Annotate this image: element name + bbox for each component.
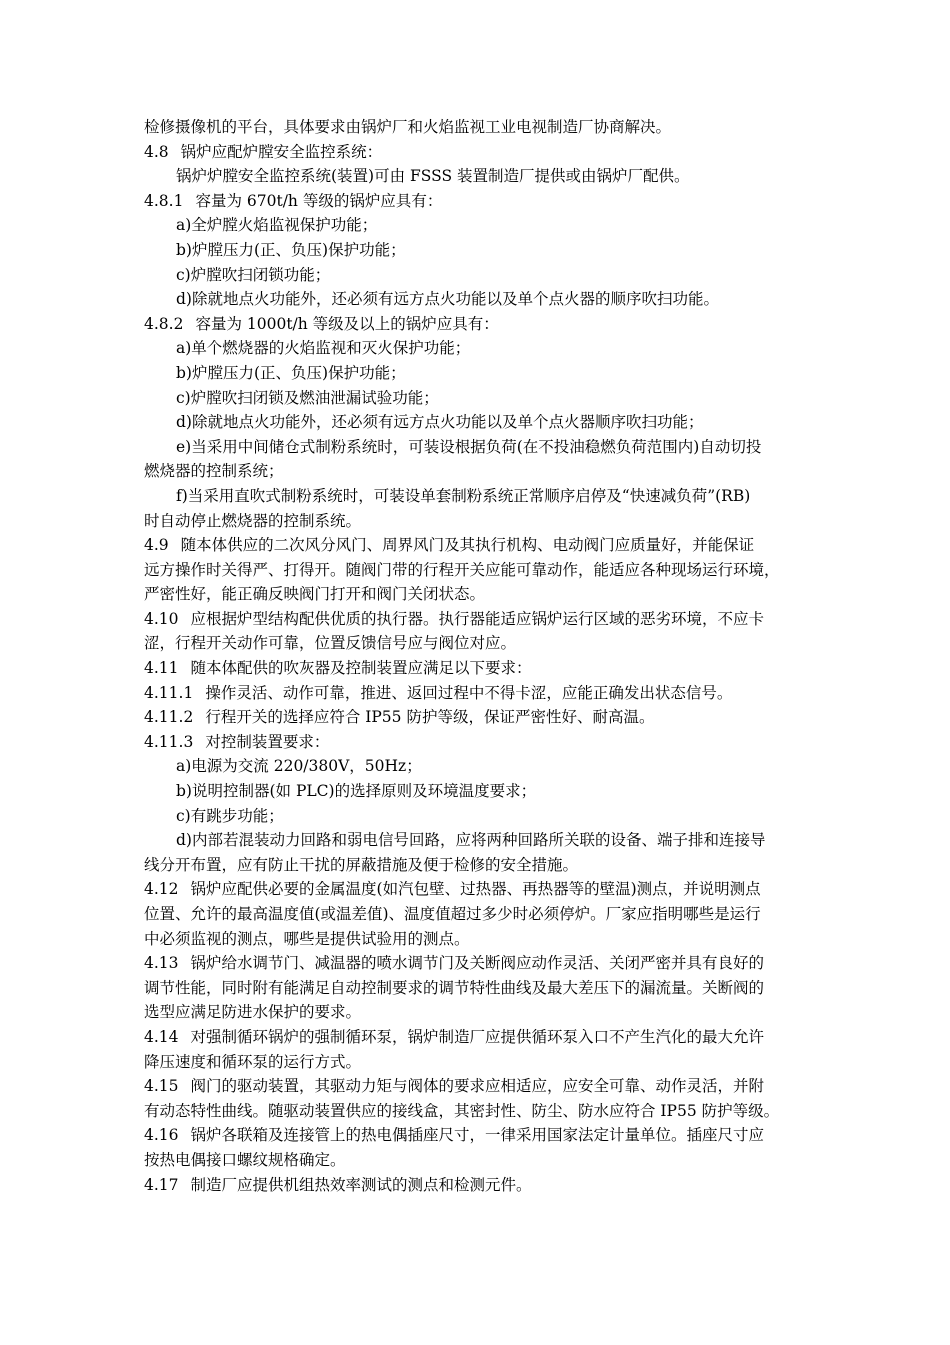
- text-line: [144, 361, 809, 386]
- text-line: [144, 779, 809, 804]
- line-text: 时自动停止燃烧器的控制系统。: [144, 511, 362, 530]
- line-text: b)说明控制器(如 PLC)的选择原则及环境温度要求；: [176, 782, 537, 801]
- line-text: 调节性能，同时附有能满足自动控制要求的调节特性曲线及最大差压下的漏流量。关断阀的: [144, 978, 765, 997]
- line-text: 操作灵活、动作可靠，推进、返回过程中不得卡涩，应能正确发出状态信号。: [205, 683, 733, 702]
- text-line: [144, 238, 809, 263]
- text-line: [144, 263, 809, 288]
- line-text: a)单个燃烧器的火焰监视和灭火保护功能；: [176, 339, 471, 358]
- line-text: 按热电偶接口螺纹规格确定。: [144, 1150, 346, 1169]
- section-line-4-17: [144, 1173, 809, 1198]
- text-line: [144, 459, 809, 484]
- line-text: f)当采用直吹式制粉系统时，可装设单套制粉系统正常顺序启停及“快速减负荷”(RB): [176, 486, 751, 505]
- line-text: a)电源为交流 220/380V，50Hz；: [176, 757, 422, 776]
- line-text: 行程开关的选择应符合 IP55 防护等级，保证严密性好、耐高温。: [205, 708, 655, 727]
- text-line: [144, 1148, 809, 1173]
- text-line: [144, 287, 809, 312]
- text-line: [144, 213, 809, 238]
- text-line: [144, 1099, 809, 1124]
- line-text: 降压速度和循环泵的运行方式。: [144, 1052, 362, 1071]
- line-text: 锅炉各联箱及连接管上的热电偶插座尺寸，一律采用国家法定计量单位。插座尺寸应: [190, 1126, 765, 1145]
- line-text: c)炉膛吹扫闭锁及燃油泄漏试验功能；: [176, 388, 439, 407]
- section-number: 4.8.2: [144, 314, 184, 333]
- section-number: 4.9: [144, 536, 169, 555]
- line-text: 选型应满足防进水保护的要求。: [144, 1003, 362, 1022]
- line-text: 涩，行程开关动作可靠，位置反馈信号应与阀位对应。: [144, 634, 517, 653]
- line-text: 容量为 670t/h 等级的锅炉应具有：: [195, 191, 443, 210]
- section-line-4-11-3: [144, 730, 809, 755]
- line-text: 锅炉应配供必要的金属温度(如汽包壁、过热器、再热器等的壁温)测点，并说明测点: [190, 880, 761, 899]
- text-line: [144, 631, 809, 656]
- line-text: 严密性好，能正确反映阀门打开和阀门关闭状态。: [144, 585, 486, 604]
- line-text: 对强制循环锅炉的强制循环泵，锅炉制造厂应提供循环泵入口不产生汽化的最大允许: [190, 1027, 765, 1046]
- line-text: 阀门的驱动装置，其驱动力矩与阀体的要求应相适应，应安全可靠、动作灵活，并附: [190, 1077, 765, 1096]
- text-line: [144, 484, 809, 509]
- text-line: [144, 754, 809, 779]
- section-line-4-9: [144, 533, 809, 558]
- section-number: 4.11.1: [144, 683, 194, 702]
- section-number: 4.14: [144, 1027, 179, 1046]
- line-text: d)内部若混装动力回路和弱电信号回路，应将两种回路所关联的设备、端子排和连接导: [176, 831, 766, 850]
- text-line: [144, 853, 809, 878]
- section-line-4-14: [144, 1025, 809, 1050]
- line-text: 随本体配供的吹灰器及控制装置应满足以下要求：: [190, 659, 532, 678]
- line-text: c)炉膛吹扫闭锁功能；: [176, 265, 331, 284]
- line-text: 应根据炉型结构配供优质的执行器。执行器能适应锅炉运行区域的恶劣环境，不应卡: [190, 609, 765, 628]
- text-line: [144, 902, 809, 927]
- section-number: 4.10: [144, 609, 179, 628]
- section-number: 4.8.1: [144, 191, 184, 210]
- text-line: [144, 927, 809, 952]
- section-line-4-12: [144, 877, 809, 902]
- section-number: 4.11.3: [144, 732, 194, 751]
- line-text: 对控制装置要求：: [205, 732, 330, 751]
- line-text: 检修摄像机的平台，具体要求由锅炉厂和火焰监视工业电视制造厂协商解决。: [144, 118, 672, 136]
- section-number: 4.16: [144, 1126, 179, 1145]
- line-text: d)除就地点火功能外，还必须有远方点火功能以及单个点火器的顺序吹扫功能。: [176, 290, 719, 309]
- line-text: 制造厂应提供机组热效率测试的测点和检测元件。: [190, 1175, 532, 1194]
- line-text: 中必须监视的测点，哪些是提供试验用的测点。: [144, 929, 470, 948]
- line-text: 随本体供应的二次风分风门、周界风门及其执行机构、电动阀门应质量好，并能保证: [180, 536, 755, 555]
- line-text: 锅炉炉膛安全监控系统(装置)可由 FSSS 装置制造厂提供或由锅炉厂配供。: [176, 167, 690, 186]
- line-text: 锅炉应配炉膛安全监控系统：: [180, 142, 383, 161]
- text-line: [144, 582, 809, 607]
- line-text: 有动态特性曲线。随驱动装置供应的接线盒，其密封性、防尘、防水应符合 IP55 防护等级。: [144, 1101, 780, 1120]
- section-number: 4.12: [144, 880, 179, 899]
- section-line-4-11-2: [144, 705, 809, 730]
- section-line-4-8-2: [144, 312, 809, 337]
- line-text: 容量为 1000t/h 等级及以上的锅炉应具有：: [195, 314, 499, 333]
- text-line: [144, 164, 809, 189]
- line-text: e)当采用中间储仓式制粉系统时，可装设根据负荷(在不投油稳燃负荷范围内)自动切投: [176, 437, 762, 456]
- section-line-4-13: [144, 951, 809, 976]
- section-number: 4.15: [144, 1077, 179, 1096]
- section-line-4-8: [144, 140, 809, 165]
- text-line: [144, 804, 809, 829]
- line-text: a)全炉膛火焰监视保护功能；: [176, 216, 378, 235]
- section-line-4-16: [144, 1123, 809, 1148]
- section-line-4-15: [144, 1074, 809, 1099]
- section-number: 4.13: [144, 954, 179, 973]
- text-line: [144, 386, 809, 411]
- section-line-4-11-1: [144, 681, 809, 706]
- section-line-4-11: [144, 656, 809, 681]
- section-number: 4.11: [144, 659, 179, 678]
- line-text: 燃烧器的控制系统；: [144, 462, 284, 481]
- section-line-4-8-1: [144, 189, 809, 214]
- text-line: [144, 509, 809, 534]
- text-line: [144, 1000, 809, 1025]
- text-line: [144, 828, 809, 853]
- section-number: 4.17: [144, 1175, 179, 1194]
- line-text: 锅炉给水调节门、减温器的喷水调节门及关断阀应动作灵活、关闭严密并具有良好的: [190, 954, 765, 973]
- section-number: 4.8: [144, 142, 169, 161]
- text-line: [144, 115, 809, 140]
- line-text: c)有跳步功能；: [176, 806, 284, 825]
- text-line: [144, 435, 809, 460]
- line-text: 线分开布置，应有防止干扰的屏蔽措施及便于检修的安全措施。: [144, 855, 579, 874]
- line-text: 远方操作时关得严、打得开。随阀门带的行程开关应能可靠动作，能适应各种现场运行环境，: [144, 560, 780, 579]
- line-text: d)除就地点火功能外，还必须有远方点火功能以及单个点火器顺序吹扫功能；: [176, 413, 704, 432]
- line-text: b)炉膛压力(正、负压)保护功能；: [176, 240, 406, 259]
- section-line-4-10: [144, 607, 809, 632]
- text-line: [144, 558, 809, 583]
- text-line: [144, 1050, 809, 1075]
- section-number: 4.11.2: [144, 708, 194, 727]
- text-line: [144, 976, 809, 1001]
- line-text: 位置、允许的最高温度值(或温差值)、温度值超过多少时必须停炉。厂家应指明哪些是运行: [144, 905, 761, 923]
- text-line: [144, 336, 809, 361]
- text-line: [144, 410, 809, 435]
- document-body: [144, 115, 809, 1197]
- line-text: b)炉膛压力(正、负压)保护功能；: [176, 363, 406, 382]
